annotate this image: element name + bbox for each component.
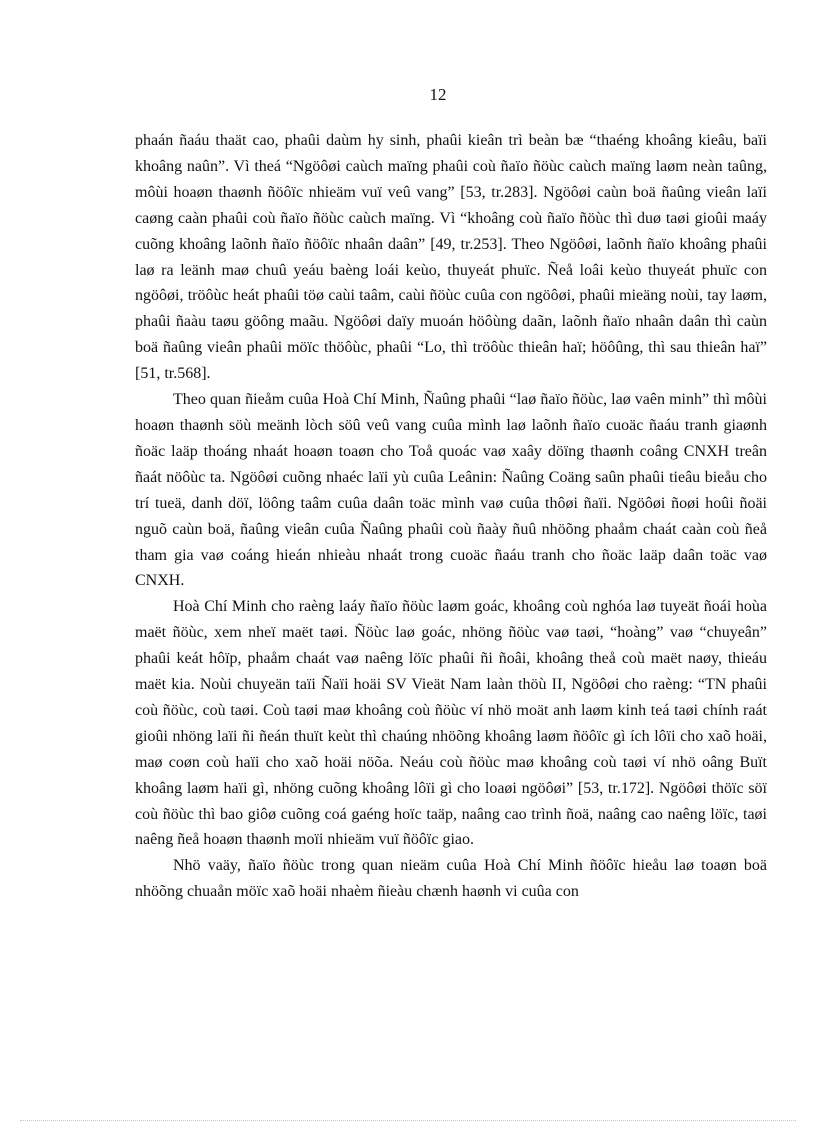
page-bottom-divider bbox=[20, 1120, 796, 1121]
paragraph-1: phaán ñaáu thaät cao, phaûi daùm hy sinh, phaûi kieân trì beàn bæ “thaéng khoâng kieâu, baïi khoâng naûn”. Vì theá “Ngöôøi caùch maïng phaûi coù ñaïo ñöùc caùch maïng laøm neàn taûng, môùi hoaøn thaønh ñöôïc nhieäm vuï veû vang” [53, tr.283]. Ngöôøi caùn boä ñaûng vieân laïi caøng caàn phaûi coù ñaïo ñöùc caùch maïng. Vì “khoâng coù ñaïo ñöùc thì duø taøi gioûi maáy cuõng khoâng laõnh ñaïo ñöôïc nhaân daân” [49, tr.253]. Theo Ngöôøi, laõnh ñaïo khoâng phaûi laø ra leänh maø chuû yeáu baèng loái keùo, thuyeát phuïc. Ñeå loâi keùo thuyeát phuïc con ngöôøi, tröôùc heát phaûi töø caùi taâm, caùi ñöùc cuûa con ngöôøi, phaûi mieäng noùi, tay laøm, phaûi ñaàu taøu göông maãu. Ngöôøi daïy muoán höôùng daãn, laõnh ñaïo nhaân daân thì caùn boä ñaûng vieân phaûi möïc thöôùc, phaûi “Lo, thì tröôùc thieân haï; höôûng, thì sau thieân haï” [51, tr.568]. bbox=[135, 132, 767, 383]
page-number: 12 bbox=[429, 85, 447, 104]
page-body bbox=[135, 128, 767, 905]
paragraph-3: Hoà Chí Minh cho raèng laáy ñaïo ñöùc laøm goác, khoâng coù nghóa laø tuyeät ñoái hoùa maët ñöùc, xem nheï maët taøi. Ñöùc laø goác, nhöng ñöùc vaø taøi, “hoàng” vaø “chuyeân” phaûi keát hôïp, phaåm chaát vaø naêng löïc phaûi ñi ñoâi, khoâng theå coù maët naøy, thieáu maët kia. Noùi chuyeän taïi Ñaïi hoäi SV Vieät Nam laàn thöù II, Ngöôøi cho raèng: “TN phaûi coù ñöùc, coù taøi. Coù taøi maø khoâng coù ñöùc ví nhö moät anh laøm kinh teá taøi chính raát gioûi nhöng laïi ñi ñeán thuït keùt thì chaúng nhöõng khoâng laøm ñöôïc gì ích lôïi cho xaõ hoäi, maø coøn coù haïi cho xaõ hoäi nöõa. Neáu coù ñöùc maø khoâng coù taøi ví nhö oâng Buït khoâng laøm haïi gì, nhöng cuõng khoâng lôïi gì cho loaøi ngöôøi” [53, tr.172]. Ngöôøi thöïc söï coù ñöùc thì bao giôø cuõng coá gaéng hoïc taäp, naâng cao trình ñoä, naâng cao naêng löïc, taøi naêng ñeå hoaøn thaønh moïi nhieäm vuï ñöôïc giao. bbox=[135, 598, 767, 849]
paragraph-4: Nhö vaäy, ñaïo ñöùc trong quan nieäm cuûa Hoà Chí Minh ñöôïc hieåu laø toaøn boä nhöõng chuaån möïc xaõ hoäi nhaèm ñieàu chænh haønh vi cuûa con bbox=[135, 857, 767, 901]
paragraph-2: Theo quan ñieåm cuûa Hoà Chí Minh, Ñaûng phaûi “laø ñaïo ñöùc, laø vaên minh” thì môùi hoaøn thaønh söù meänh lòch söû veû vang cuûa mình laø laõnh ñaïo cuoäc ñaáu tranh giaønh ñoäc laäp thoáng nhaát hoaøn toaøn cho Toå quoác vaø xaây döïng thaønh coâng CNXH treân ñaát nöôùc ta. Ngöôøi cuõng nhaéc laïi yù cuûa Leânin: Ñaûng Coäng saûn phaûi tieâu bieåu cho trí tueä, danh döï, löông taâm cuûa daân toäc mình vaø cuûa thôøi ñaïi. Ngöôøi ñoøi hoûi ñoäi nguõ caùn boä, ñaûng vieân cuûa Ñaûng phaûi coù ñaày ñuû nhöõng phaåm chaát caàn coù ñeå tham gia vaø coáng hieán nhieàu nhaát trong cuoäc ñaáu tranh cho ñoäc laäp daân toäc vaø CNXH. bbox=[135, 391, 767, 590]
